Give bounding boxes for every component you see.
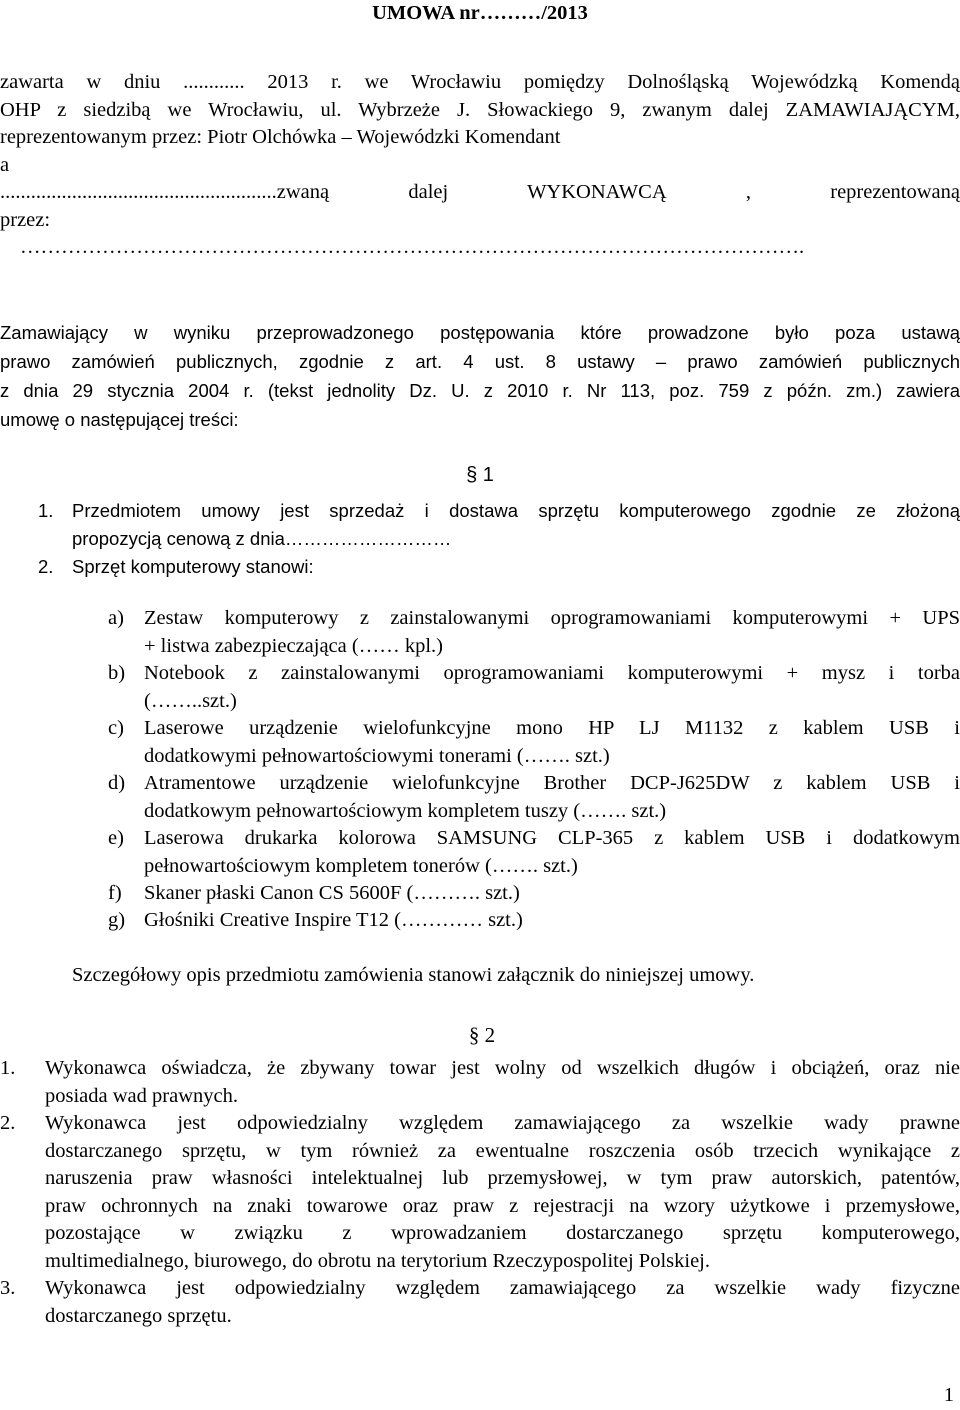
item-letter: c)	[108, 717, 124, 739]
item-letter: a)	[108, 607, 124, 629]
preamble-line: prawo zamówień publicznych, zgodnie z art. 4 ust. 8 ustawy – prawo zamówień publicznych	[0, 351, 960, 372]
contract-title: UMOWA nr………/2013	[372, 2, 588, 24]
item-line: Wykonawca oświadcza, że zbywany towar jest wolny od wszelkich długów i obciążeń, oraz nie	[45, 1057, 960, 1079]
item-line: dodatkowymi pełnowartościowymi tonerami (……. szt.)	[144, 744, 610, 767]
item-line: Sprzęt komputerowy stanowi:	[72, 556, 314, 577]
intro-paragraph	[0, 69, 960, 262]
equipment-note: Szczegółowy opis przedmiotu zamówienia stanowi załącznik do niniejszej umowy.	[72, 964, 755, 986]
item-line: Wykonawca jest odpowiedzialny względem zamawiającego za wszelkie wady prawne	[45, 1112, 960, 1134]
intro-line: OHP z siedzibą we Wrocławiu, ul. Wybrzeże J. Słowackiego 9, zwanym dalej ZAMAWIAJĄCYM,	[0, 98, 960, 121]
preamble-line: z dnia 29 stycznia 2004 r. (tekst jednolity Dz. U. z 2010 r. Nr 113, poz. 759 z późn. zm.) zawiera	[0, 380, 960, 401]
item-line: multimedialnego, biurowego, do obrotu na terytorium Rzeczypospolitej Polskiej.	[45, 1249, 710, 1272]
item-line: Głośniki Creative Inspire T12 (………… szt.)	[144, 909, 523, 931]
item-line: praw ochronnych na znaki towarowe oraz praw z rejestracji na wzory użytkowe i przemysłowe,	[45, 1194, 960, 1217]
intro-line: ......................................................zwaną dalej WYKONAWCĄ , reprezentowaną	[0, 181, 960, 203]
item-line: pozostające w związku z wprowadzaniem dostarczanego sprzętu komputerowego,	[45, 1222, 960, 1244]
section-1-mark: § 1	[466, 464, 494, 486]
item-letter: f)	[108, 882, 122, 904]
preamble-line: Zamawiający w wyniku przeprowadzonego postępowania które prowadzone było poza ustawą	[0, 322, 960, 343]
item-number: 1.	[38, 500, 54, 521]
item-line: Atramentowe urządzenie wielofunkcyjne Brother DCP-J625DW z kablem USB i	[144, 772, 960, 794]
item-number: 1.	[0, 1057, 16, 1079]
page-number: 1	[943, 1384, 954, 1406]
item-line: posiada wad prawnych.	[45, 1084, 238, 1107]
section-2-mark: § 2	[468, 1023, 496, 1047]
intro-line: a	[0, 153, 10, 176]
item-number: 2.	[38, 556, 54, 577]
item-number: 3.	[0, 1277, 16, 1299]
item-letter: d)	[108, 772, 126, 794]
item-line: Przedmiotem umowy jest sprzedaż i dostawa sprzętu komputerowego zgodnie ze złożoną	[72, 500, 960, 521]
preamble-line: umowę o następującej treści:	[0, 409, 239, 430]
item-line: propozycją cenową z dnia………………………	[72, 528, 452, 549]
item-line: Zestaw komputerowy z zainstalowanymi oprogramowaniami komputerowymi + UPS	[144, 607, 960, 629]
preamble-paragraph	[0, 318, 960, 434]
item-line: Wykonawca jest odpowiedzialny względem zamawiającego za wszelkie wady fizyczne	[45, 1277, 960, 1299]
item-line: (……..szt.)	[144, 689, 237, 712]
intro-line: zawarta w dniu ............ 2013 r. we Wrocławiu pomiędzy Dolnośląską Wojewódzką Komendą	[0, 71, 960, 93]
item-letter: e)	[108, 827, 124, 849]
item-line: Laserowe urządzenie wielofunkcyjne mono HP LJ M1132 z kablem USB i	[144, 717, 960, 739]
item-line: Notebook z zainstalowanymi oprogramowaniami komputerowymi + mysz i torba	[144, 662, 960, 684]
item-line: Skaner płaski Canon CS 5600F (………. szt.)	[144, 882, 520, 904]
item-letter: b)	[108, 662, 126, 684]
intro-dotted-line: …………………………………………………………………………………………………….	[20, 236, 805, 258]
item-line: Laserowa drukarka kolorowa SAMSUNG CLP-365 z kablem USB i dodatkowym	[144, 827, 960, 849]
intro-line: reprezentowanym przez: Piotr Olchówka – Wojewódzki Komendant	[0, 126, 561, 148]
item-letter: g)	[108, 909, 126, 931]
item-line: pełnowartościowym kompletem tonerów (……. szt.)	[144, 854, 578, 877]
item-line: + listwa zabezpieczająca (…… kpl.)	[144, 634, 443, 657]
item-line: dostarczanego sprzętu.	[45, 1304, 232, 1327]
item-number: 2.	[0, 1112, 16, 1134]
item-line: dodatkowym pełnowartościowym kompletem tuszy (……. szt.)	[144, 799, 667, 822]
intro-line: przez:	[0, 208, 51, 231]
item-line: naruszenia praw własności intelektualnej lub przemysłowej, w tym praw autorskich, patentów,	[45, 1167, 960, 1189]
item-line: dostarczanego sprzętu, w tym również za ewentualne roszczenia osób trzecich wynikające z	[45, 1139, 960, 1162]
